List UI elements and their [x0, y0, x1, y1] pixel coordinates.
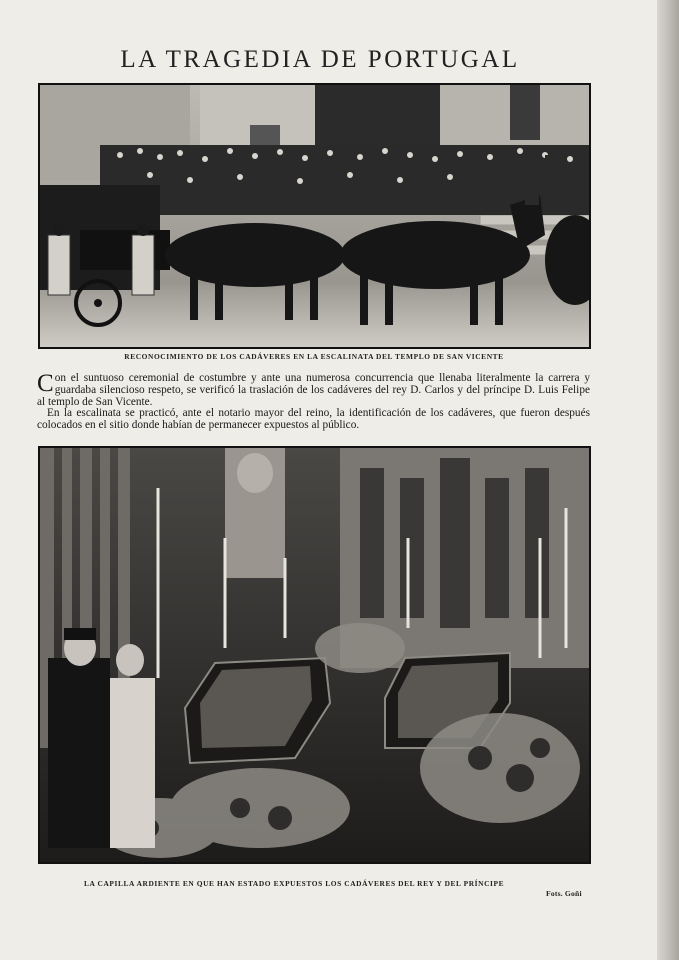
drop-cap: C [37, 370, 54, 397]
photo-chapel-illustration [40, 448, 589, 862]
article-paragraph-1-text: on el suntuoso ceremonial de costumbre y ante una numerosa concurrencia que llenaba literalmente la carrera y guardaba silencioso respeto, se verificó la traslación de los cadáveres del rey D. Carlos y del príncipe D. Luis Felipe al templo de San Vicente. [37, 372, 590, 408]
book-spine-edge [657, 0, 679, 960]
photo-procession-illustration [40, 85, 589, 347]
photo-procession-stairs [38, 83, 591, 349]
article-paragraph-2: En la escalinata se practicó, ante el notario mayor del reino, la identificación de los cadáveres, que fueron después colocados en el sitio donde habían de permanecer expuestos al público. [37, 407, 590, 432]
article-paragraph-1 [37, 370, 590, 408]
photo-top-caption: RECONOCIMIENTO DE LOS CADÁVERES EN LA ESCALINATA DEL TEMPLO DE SAN VICENTE [124, 352, 504, 361]
photo-chapel-coffins [38, 446, 591, 864]
page-title: LA TRAGEDIA DE PORTUGAL [120, 46, 520, 73]
photo-bottom-caption: LA CAPILLA ARDIENTE EN QUE HAN ESTADO EXPUESTOS LOS CADÁVERES DEL REY Y DEL PRÍNCIPE [84, 879, 505, 888]
article-text [37, 370, 590, 432]
photo-credit: Fots. Goñi [546, 889, 582, 898]
